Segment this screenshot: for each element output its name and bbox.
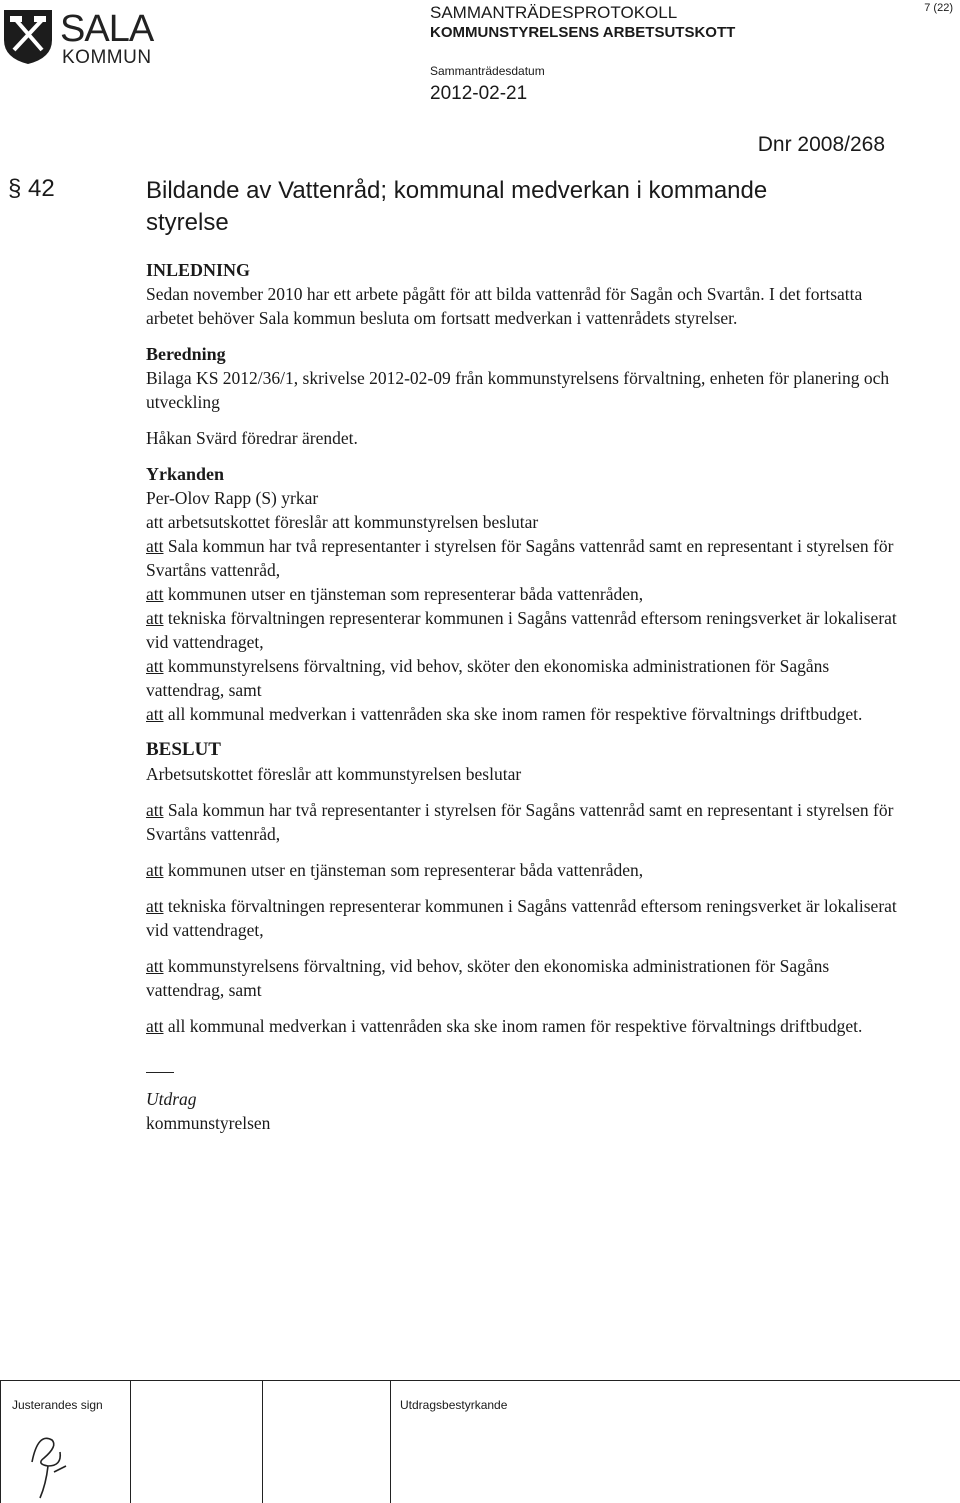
att-marker: att	[146, 704, 164, 724]
utdragsbestyrkande-label: Utdragsbestyrkande	[400, 1398, 508, 1412]
yrkande-item	[146, 654, 906, 702]
page-number: 7 (22)	[924, 2, 953, 14]
att-marker: att	[146, 536, 164, 556]
spacer	[146, 786, 906, 798]
att-marker: att	[146, 608, 164, 628]
utdrag-label: Utdrag	[146, 1089, 197, 1109]
sala-kommun-logo	[0, 0, 170, 78]
table-border	[0, 1380, 960, 1381]
spacer	[146, 414, 906, 426]
beslut-item	[146, 954, 906, 1002]
yrkande-item-text: kommunen utser en tjänsteman som representerar båda vattenråden,	[163, 584, 644, 604]
inledning-text: Sedan november 2010 har ett arbete pågått för att bilda vattenråd för Sagån och Svartån. I det fortsatta arbetet behöver Sala kommun besluta om fortsatt medverkan i vattenrådets styrelser.	[146, 284, 863, 328]
beredning-text: Bilaga KS 2012/36/1, skrivelse 2012-02-09 från kommunstyrelsens förvaltning, enheten för planering och utveckling	[146, 368, 890, 412]
beredning-presenter: Håkan Svärd föredrar ärendet.	[146, 428, 358, 448]
beslut-item-text: tekniska förvaltningen representerar kommunen i Sagåns vattenråd eftersom reningsverket är lokaliserat vid vattendraget,	[146, 896, 897, 940]
beslut-heading: BESLUT	[146, 739, 221, 760]
beslut-intro: Arbetsutskottet föreslår att kommunstyrelsen beslutar	[146, 764, 522, 784]
beslut-item-text: all kommunal medverkan i vattenråden ska ske inom ramen för respektive förvaltnings driftbudget.	[163, 1016, 863, 1036]
spacer	[146, 882, 906, 894]
yrkande-item-text: all kommunal medverkan i vattenråden ska ske inom ramen för respektive förvaltnings driftbudget.	[163, 704, 863, 724]
table-border	[390, 1380, 391, 1503]
beslut-item-text: kommunen utser en tjänsteman som representerar båda vattenråden,	[163, 860, 644, 880]
document-type: SAMMANTRÄDESPROTOKOLL	[430, 3, 678, 22]
spacer	[146, 846, 906, 858]
beslut-item	[146, 798, 906, 846]
utdrag-divider	[146, 1072, 174, 1073]
spacer	[146, 1038, 906, 1072]
att-marker: att	[146, 656, 164, 676]
att-marker: att	[146, 896, 164, 916]
yrkanden-intro: att arbetsutskottet föreslår att kommunstyrelsen beslutar	[146, 512, 539, 532]
meeting-date-label: Sammanträdesdatum	[430, 64, 545, 78]
spacer	[146, 450, 906, 462]
utdrag-recipient: kommunstyrelsen	[146, 1113, 271, 1133]
att-marker: att	[146, 800, 164, 820]
att-marker: att	[146, 1016, 164, 1036]
meeting-date: 2012-02-21	[430, 83, 528, 104]
table-border	[262, 1380, 263, 1503]
yrkanden-heading: Yrkanden	[146, 464, 225, 484]
spacer	[146, 726, 906, 738]
spacer	[146, 1002, 906, 1014]
beslut-item	[146, 1014, 906, 1038]
committee-name: KOMMUNSTYRELSENS ARBETSUTSKOTT	[430, 24, 736, 41]
logo-subtitle: KOMMUN	[62, 47, 152, 68]
beslut-item	[146, 858, 906, 882]
yrkande-item-text: tekniska förvaltningen representerar kommunen i Sagåns vattenråd eftersom reningsverket är lokaliserat vid vattendraget,	[146, 608, 897, 652]
municipal-emblem-icon	[2, 6, 54, 66]
document-body	[146, 258, 906, 1135]
spacer	[146, 942, 906, 954]
yrkande-item-text: kommunstyrelsens förvaltning, vid behov, sköter den ekonomiska administrationen för Sagåns vattendrag, samt	[146, 656, 830, 700]
att-marker: att	[146, 956, 164, 976]
case-number: Dnr 2008/268	[757, 133, 885, 156]
beredning-heading: Beredning	[146, 344, 226, 364]
inledning-heading: INLEDNING	[146, 260, 251, 280]
paragraph-number: § 42	[8, 175, 55, 202]
justerandes-sign-label: Justerandes sign	[12, 1398, 103, 1412]
att-marker: att	[146, 584, 164, 604]
logo-wordmark: SALA	[60, 8, 154, 50]
yrkande-item	[146, 606, 906, 654]
section-title: Bildande av Vattenråd; kommunal medverkan i kommande styrelse	[146, 177, 768, 236]
signature-table	[0, 1380, 960, 1503]
table-border	[0, 1380, 1, 1503]
yrkande-item	[146, 702, 906, 726]
table-border	[130, 1380, 131, 1503]
yrkande-item	[146, 534, 906, 582]
beslut-item-text: Sala kommun har två representanter i styrelsen för Sagåns vattenråd samt en representant i styrelsen för Svartåns vattenråd,	[146, 800, 894, 844]
att-marker: att	[146, 860, 164, 880]
yrkande-item-text: Sala kommun har två representanter i styrelsen för Sagåns vattenråd samt en representant i styrelsen för Svartåns vattenråd,	[146, 536, 894, 580]
beslut-item-text: kommunstyrelsens förvaltning, vid behov, sköter den ekonomiska administrationen för Sagåns vattendrag, samt	[146, 956, 830, 1000]
yrkanden-proposer: Per-Olov Rapp (S) yrkar	[146, 488, 319, 508]
beslut-item	[146, 894, 906, 942]
handwritten-initials	[18, 1422, 78, 1502]
spacer	[146, 330, 906, 342]
yrkande-item	[146, 582, 906, 606]
